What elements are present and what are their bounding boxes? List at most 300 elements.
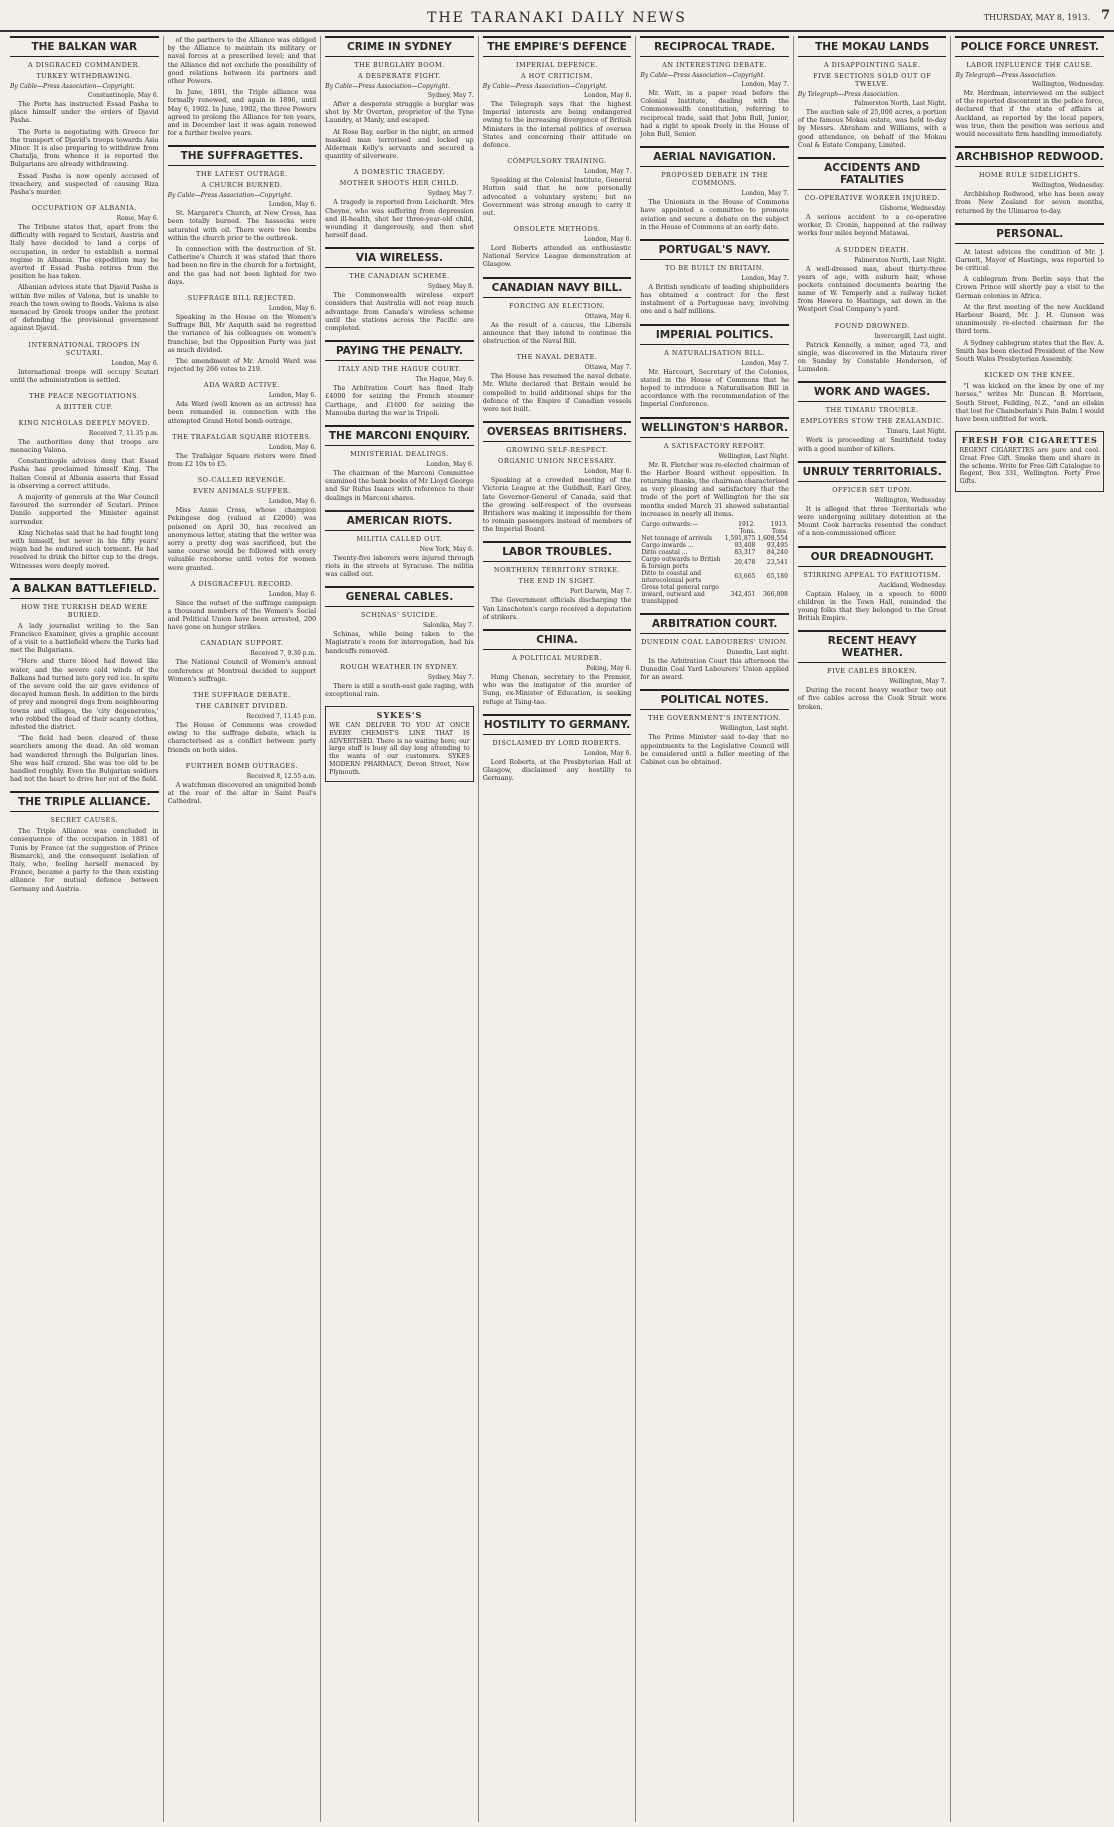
column-5 — [636, 36, 794, 1822]
article-body — [483, 758, 632, 783]
cargo-cell: 84,240 — [766, 548, 788, 556]
paragraph: In the Arbitration Court this afternoon the Dunedin Coal Yard Labourers' Union applied for an award. — [640, 656, 789, 682]
article-subheading: GROWING SELF-RESPECT. — [506, 446, 608, 455]
article — [955, 431, 1104, 492]
article — [483, 277, 632, 346]
article — [10, 578, 159, 784]
cargo-row — [640, 570, 789, 584]
cargo-table — [640, 521, 789, 605]
article-dateline: Gisborne, Wednesday. — [879, 204, 947, 212]
article-headline: THE SUFFRAGETTES. — [168, 145, 317, 166]
ad-body: REGENT CIGARETTES are pure and cool. Great Free Gift. Smoke them and share in the scheme. Write for Free Gift Catalogue to Regent, Box 331, Wellington. Forty Free Gifts. — [959, 447, 1101, 486]
masthead — [0, 10, 1114, 32]
article-subheading: A SUDDEN DEATH. — [835, 245, 909, 254]
paragraph: "The field had been cleared of these searchers among the dead. An old woman had wandered through the Bulgarian lines. She was half crazed. She was too old to be handled roughly. Even the Bulgarian soldiers had not the heart to drive her out of the field. — [10, 734, 159, 784]
article-subheading: ROUGH WEATHER IN SYDNEY. — [340, 662, 459, 671]
paragraph: At latest advices the condition of Mr. J. Garnett, Mayor of Hastings, was reported to be critical. — [955, 247, 1105, 273]
article-body — [10, 100, 159, 196]
article-subheading: SUFFRAGE BILL REJECTED. — [187, 293, 296, 302]
article — [325, 168, 474, 239]
paragraph: Miss Annie Cross, whose champion Pekingese dog (valued at £2000) was poisoned on April 30, has received an anonymous letter, stating that the writer was sorry a pretty dog was sacrificed, but the same course would be followed with every valuable racehorse until votes for women were granted. — [167, 506, 317, 572]
article-subheading: HOME RULE SIDELIGHTS. — [978, 171, 1081, 180]
article — [168, 433, 317, 468]
article — [798, 461, 947, 538]
cargo-units-row — [640, 528, 789, 535]
article-subheading: LABOR INFLUENCE THE CAUSE. — [966, 61, 1094, 69]
article-body — [640, 283, 789, 316]
article-body — [168, 721, 317, 754]
article-dateline: London, May 6. — [268, 443, 317, 451]
article — [325, 425, 474, 502]
article-subheading: OBSOLETE METHODS. — [513, 225, 601, 234]
article-subheading: FIVE SECTIONS SOLD OUT OF TWELVE. — [813, 72, 932, 88]
article-byline: By Telegraph—Press Association. — [955, 72, 1057, 79]
article-byline: By Cable—Press Association—Copyright. — [167, 192, 293, 200]
paragraph: Twenty-five laborers were injured through riots in the streets at Syracuse. The militia was called out. — [325, 553, 474, 579]
article — [640, 613, 789, 682]
article-subheading: THE GOVERNMENT'S INTENTION. — [648, 714, 782, 723]
article-body — [798, 341, 947, 374]
article-body — [325, 469, 474, 502]
article-body — [168, 400, 317, 425]
article-body — [168, 313, 317, 373]
article-body — [640, 89, 789, 138]
cargo-cell: Net tonnage of arrivals — [641, 534, 712, 542]
article — [798, 381, 947, 452]
article-subheading: A SATISFACTORY REPORT. — [663, 441, 766, 450]
article — [483, 714, 632, 783]
article-body — [325, 100, 474, 160]
article — [325, 36, 474, 160]
article-headline: ARCHBISHOP REDWOOD. — [955, 146, 1104, 167]
article-dateline: New York, May 6. — [419, 545, 474, 553]
article-headline: A BALKAN BATTLEFIELD. — [10, 578, 159, 599]
cargo-cell: 63,665 — [734, 573, 756, 581]
article-dateline: London, May 6. — [268, 498, 317, 506]
article-body — [168, 506, 317, 572]
article-subheading: A DISGRACEFUL RECORD. — [190, 579, 293, 588]
article-headline: POLITICAL NOTES. — [640, 689, 789, 710]
article-body — [325, 630, 474, 655]
article-dateline: Received 8, 12.55 a.m. — [246, 772, 317, 780]
cargo-unit — [640, 528, 723, 535]
article — [325, 510, 474, 579]
article-byline: By Cable—Press Association—Copyright. — [10, 83, 135, 90]
cargo-cell: 65,180 — [766, 573, 788, 581]
paragraph: The Telegraph says that the highest Imperial interests are being endangered owing to the increasing divergence of British Ministers in the internal politics of oversea States and concerning their attitude on defence. — [482, 100, 632, 149]
article — [798, 322, 947, 374]
article — [168, 36, 317, 137]
article-subheading: SECRET CAUSES. — [50, 816, 119, 825]
cargo-cell: Cargo outwards to British & foreign ports — [641, 555, 721, 570]
article-body — [325, 384, 474, 417]
article-body — [798, 590, 947, 623]
paragraph: "Here and there blood had flowed like water, and the severe cold winds of the Balkans had turned into gory red ice. In spite of the severe cold the air gave evidence of decayed human flesh. In addition to the birds of prey and mongrel dogs from neighbouring towns and villages, the 'city degenerates,' who robbed the dead of their scanty clothes, infested the district. — [10, 657, 159, 731]
article-dateline: London, May 7. — [583, 168, 632, 176]
article-body — [483, 372, 632, 413]
article-body — [640, 198, 789, 231]
article-subheading: COMPULSORY TRAINING. — [507, 157, 607, 166]
article-body — [483, 596, 632, 621]
paragraph: Albanian advices state that Djavid Pasha is within five miles of Valona, but is unable to reach the town owing to floods. Valona is also menaced by Greek troops under the pretext of defending the provisional government against Djavid. — [10, 283, 159, 333]
article-dateline: Palmerston North, Last Night. — [854, 100, 947, 107]
article — [168, 580, 317, 632]
article-dateline: Sydney, May 7. — [427, 190, 474, 198]
paragraph: St. Margaret's Church, at New Cross, has been totally burned. The hassocks were saturated with oil. There were two bombs within the church prior to the outbreak. — [167, 209, 317, 242]
article-subheading: FOUND DROWNED. — [834, 321, 910, 330]
paragraph: A watchman discovered an unignited bomb at the rear of the altar in Saint Paul's Cathedral. — [167, 780, 317, 806]
paragraph: "I was kicked on the knee by one of my horses," writes Mr. Duncan B. Morrison, South Street, Feilding, N.Z., "and an oilskin that lost for Chamberlain's Pain Balm I would have been unfitted for work. — [955, 382, 1105, 423]
article-headline: ACCIDENTS AND FATALITIES — [798, 157, 947, 190]
paragraph: A tragedy is reported from Leichardt. Mrs Cheyne, who was suffering from depression and ill-health, shot her three-year-old child, wounding it dangerously, and then shot herself dead. — [325, 198, 474, 240]
article-subheading: OCCUPATION OF ALBANIA. — [31, 204, 137, 213]
article-subheading: NORTHERN TERRITORY STRIKE. — [493, 566, 621, 575]
article — [640, 36, 789, 138]
paragraph: At the first meeting of the new Auckland Harbour Board, Mr. J. H. Gunson was unanimously re-elected chairman for the third term. — [955, 302, 1105, 336]
article-dateline: Wellington, Wednesday. — [874, 496, 947, 504]
article-subheading: SO-CALLED REVENGE. — [197, 476, 287, 485]
article-dateline: Received 7, 11.45 p.m. — [246, 713, 317, 720]
article — [483, 629, 632, 706]
article-body — [168, 658, 317, 683]
article-subheading: A BITTER CUP. — [55, 402, 113, 411]
article-body — [10, 622, 159, 784]
paragraph: In June, 1891, the Triple alliance was formally renewed, and again in 1896, until May 6, 1902. In June, 1902, the three Powers agreed to prolong the Alliance for ten years, and in December last it was again renewed for a further twelve years. — [167, 88, 317, 138]
article — [483, 36, 632, 149]
cargo-header-row — [640, 521, 789, 528]
article-headline: VIA WIRELESS. — [325, 247, 474, 268]
cargo-cell: 366,808 — [763, 590, 788, 598]
article-headline: AERIAL NAVIGATION. — [640, 146, 789, 167]
article-body — [798, 265, 947, 314]
article-dateline: Wellington, Last night. — [719, 725, 789, 733]
article-subheading: ITALY AND THE HAGUE COURT. — [338, 365, 461, 374]
ad-title: SYKES'S — [376, 710, 423, 721]
article-dateline: Rome, May 6. — [116, 215, 159, 223]
article-headline: RECENT HEAVY WEATHER. — [798, 630, 947, 663]
article — [168, 691, 317, 754]
paragraph: The amendment of Mr. Arnold Ward was rejected by 266 votes to 219. — [167, 356, 317, 374]
cargo-row — [640, 542, 789, 549]
cargo-cell: 20,478 — [734, 559, 756, 567]
article-byline: By Telegraph—Press Association. — [797, 91, 900, 98]
paragraph: The National Council of Women's annual conference at Montreal decided to support Women's suffrage. — [167, 658, 317, 683]
article-headline: IMPERIAL POLITICS. — [640, 324, 789, 345]
article — [640, 146, 789, 231]
article — [955, 146, 1104, 215]
article-subheading: AN INTERESTING DEBATE. — [662, 61, 768, 69]
article — [325, 340, 474, 417]
article-body — [325, 198, 474, 239]
article — [10, 791, 159, 893]
paragraph: As the result of a caucus, the Liberals announce that they intend to continue the obstruction of the Naval Bill. — [482, 320, 632, 345]
article-dateline: Timaru, Last Night. — [886, 428, 947, 436]
paragraph: The authorities deny that troops are menacing Valona. — [10, 437, 159, 455]
article-dateline: London, May 6. — [111, 359, 159, 367]
article-subheading: A DOMESTIC TRAGEDY. — [353, 168, 446, 177]
article-subheading: THE SUFFRAGE DEBATE. — [193, 691, 291, 699]
article — [168, 762, 317, 806]
article-headline: THE MARCONI ENQUIRY. — [325, 425, 474, 446]
article-subheading: THE PEACE NEGOTIATIONS. — [29, 391, 140, 400]
ad-title: FRESH FOR CIGARETTES — [961, 435, 1098, 446]
article-subheading: KICKED ON THE KNEE. — [984, 371, 1076, 380]
article — [483, 421, 632, 533]
article-subheading: ADA WARD ACTIVE. — [203, 381, 280, 390]
cargo-cell: Ditto to coastal and interocolonial ports — [641, 569, 702, 584]
article-subheading: HOW THE TURKISH DEAD WERE BURIED. — [21, 602, 148, 619]
paragraph: Since the outset of the suffrage campaign a thousand members of the Women's Social and Political Union have been arrested, 200 have gone on hunger strikes. — [167, 598, 317, 632]
article-body — [483, 673, 632, 706]
article-body — [798, 505, 947, 538]
article-subheading: TO BE BUILT IN BRITAIN. — [665, 263, 765, 272]
newspaper-title: THE TARANAKI DAILY NEWS — [427, 10, 687, 26]
article-headline: UNRULY TERRITORIALS. — [798, 461, 947, 482]
paragraph: It is alleged that three Territorials who were undergoing military detention at the Mount Cook barracks resented the conduct of a non-commissioned officer. — [797, 504, 947, 538]
article-subheading: SCHINAS' SUICIDE. — [360, 611, 438, 620]
paragraph: At Rose Bay, earlier in the night, an armed masked man terrorised and locked up Alderman Kelly's servants and secured a quantity of silverware. — [325, 127, 474, 161]
paragraph: Ada Ward (well known as an actress) has been remanded in connection with the attempted Grand Hotel bomb outrage. — [167, 400, 317, 425]
paragraph: A Sydney cablegram states that the Rev. A. Smith has been elected President of the New South Wales Presbyterian Assembly. — [955, 338, 1105, 363]
article-headline: THE MOKAU LANDS — [798, 36, 947, 57]
article-subheading: CANADIAN SUPPORT. — [200, 639, 284, 648]
article-body — [168, 452, 317, 468]
article-dateline: Wellington, May 7. — [889, 678, 947, 686]
paragraph: Mr. Watt, in a paper read before the Colonial Institute, dealing with the Commonwealth constitution, referring to reciprocal trade, said that John Bull, Junior, had a right to speak freely in the House of John Bull, Senior. — [640, 89, 789, 138]
article-dateline: London, May 6. — [268, 392, 317, 400]
article-headline: HOSTILITY TO GERMANY. — [483, 714, 632, 735]
cargo-cell: 93,408 — [734, 541, 756, 549]
article-body — [798, 213, 947, 238]
article-dateline: London, May 6. — [426, 460, 474, 468]
article-dateline: The Hague, May 6. — [415, 376, 474, 384]
cargo-row — [640, 549, 789, 556]
article-subheading: THE NAVAL DEBATE. — [516, 353, 598, 362]
article-dateline: Constantinople, May 6. — [87, 92, 159, 99]
paragraph: A cablegram from Berlin says that the Crown Prince will shortly pay a visit to the German colonies in Africa. — [955, 275, 1105, 300]
paragraph: There is still a south-east gale raging, with exceptional rain. — [325, 681, 474, 698]
article-subheading: A DISGRACED COMMANDER. — [27, 61, 141, 69]
article-headline: WELLINGTON'S HARBOR. — [640, 417, 789, 438]
paragraph: Mr. R. Fletcher was re-elected chairman of the Harbor Board without opposition. In returning thanks, the chairman characterised as very pleasing and satisfactory that the trade of the port of Wellington for the six months ended March 31 showed substantial increases in nearly all items. — [640, 460, 789, 518]
article — [955, 36, 1104, 138]
article-dateline: Sydney, May 8. — [427, 283, 474, 291]
paragraph: Speaking at the Colonial Institute, General Hutton said that he now personally advocated a voluntary system; but no Government was strong enough to carry it out. — [482, 176, 632, 217]
paragraph: Patrick Kennelly, a miner, aged 73, and single, was discovered in the Mataura river on Sunday by Constable Henderson, of Lumsden. — [797, 340, 947, 374]
article-subheading: FIVE CABLES BROKEN. — [827, 667, 918, 676]
paragraph: Hung Chenan, secretary to the Premier, who was the instigator of the murder of Sung, ex-Minister of Education, is seeking refuge at Tsing-tao. — [482, 673, 632, 706]
paragraph: The Triple Alliance was concluded in consequence of the occupation in 1881 of Tunis by France (at the suggestion of Prince Bismarck), and the consequent isolation of Italy, who, feeling herself menaced by France, became a party to the then existing alliance for mutual defence between Germany and Austria. — [10, 827, 159, 893]
article — [325, 586, 474, 655]
article-dateline: Invercargill, Last night. — [874, 332, 947, 340]
article — [483, 353, 632, 413]
paragraph: Essad Pasha is now openly accused of treachery, and suspected of causing Riza Pasha's murder. — [10, 171, 159, 196]
article-subheading: FURTHER BOMB OUTRAGES. — [185, 761, 298, 770]
article-body — [798, 686, 947, 711]
cargo-cell: 83,317 — [734, 548, 756, 556]
article-subheading: DISCLAIMED BY LORD ROBERTS. — [492, 738, 622, 747]
article-subheading: IMPERIAL DEFENCE. — [515, 61, 599, 69]
paragraph: The Arbitration Court has fined Italy £4000 for seizing the French steamer Carthage, and £1600 for seizing the Manouba during the war in Tripoli. — [325, 384, 474, 417]
column-6 — [794, 36, 952, 1822]
article-subheading: INTERNATIONAL TROOPS IN SCUTARI. — [28, 340, 141, 357]
cargo-unit: Tons. — [739, 527, 756, 535]
article — [798, 630, 947, 711]
article-subheading: THE CABINET DIVIDED. — [195, 702, 289, 710]
paragraph: of the partners to the Alliance was obliged by the Alliance to maintain its military or naval forces at a prescribed level; and that the Alliance did not exclude the possibility of good relations between its partners and other Powers. — [167, 36, 317, 85]
paragraph: A lady journalist writing to the San Francisco Examiner, gives a graphic account of a visit to a battlefield where the Turks had met the Bulgarians. — [10, 621, 159, 655]
article-body — [798, 436, 947, 452]
article-body — [325, 291, 474, 332]
paragraph: Lord Roberts attended an enthusiastic National Service League demonstration at Glasgow. — [482, 244, 632, 269]
article — [955, 223, 1104, 363]
article-subheading: A POLITICAL MURDER. — [512, 654, 602, 662]
cargo-header: 1912. — [738, 520, 756, 528]
article-body — [483, 476, 632, 533]
column-3 — [321, 36, 479, 1822]
article-dateline: London, May 7. — [741, 359, 789, 367]
article-body — [325, 554, 474, 579]
column-2 — [164, 36, 322, 1822]
article-dateline: Palmerston North, Last Night. — [854, 256, 947, 264]
paragraph: The Prime Minister said to-day that no appointments to the Legislative Council will be considered until a fuller meeting of the Cabinet can be obtained. — [640, 733, 789, 766]
article-body — [640, 657, 789, 682]
paragraph: The chairman of the Marconi Committee examined the bank books of Mr Lloyd George and Sir Rufus Isaacs with reference to their dealings in Marconi shares. — [325, 468, 474, 502]
article-headline: WORK AND WAGES. — [798, 381, 947, 402]
article-body — [168, 781, 317, 806]
article-body — [640, 461, 789, 518]
article-dateline: London, May 6. — [583, 92, 632, 99]
article-headline: PORTUGAL'S NAVY. — [640, 239, 789, 260]
article-headline: PAYING THE PENALTY. — [325, 340, 474, 361]
article-dateline: Dunedin, Last night. — [726, 648, 789, 656]
article-subheading: KING NICHOLAS DEEPLY MOVED. — [18, 418, 150, 427]
article-body — [798, 108, 947, 149]
paragraph: The Commonwealth wireless expert considers that Australia will not reap much advantage from Canada's wireless scheme until the stations across the Pacific are completed. — [325, 291, 474, 332]
article-subheading: MINISTERIAL DEALINGS. — [350, 449, 449, 458]
article-body — [483, 176, 632, 217]
paragraph: A British syndicate of leading shipbuilders has obtained a contract for the first instalment of a Portuguese navy, involving one and a half millions. — [640, 282, 789, 316]
article — [168, 639, 317, 683]
article — [640, 324, 789, 409]
ad-body: WE CAN DELIVER TO YOU AT ONCE EVERY CHEMIST'S LINE THAT IS ADVERTISED. There is no waiting here; our large staff is busy all day long attending to the wants of our customers. SYKES MODERN PHARMACY, Devon Street, New Plymouth. — [329, 722, 470, 776]
article-headline: LABOR TROUBLES. — [483, 541, 632, 562]
article-headline: RECIPROCAL TRADE. — [640, 36, 789, 57]
paragraph: A serious accident to a co-operative worker, D. Cronin, happened at the railway works four miles beyond Matawai. — [797, 212, 947, 238]
article-body — [325, 682, 474, 698]
article-byline: By Cable—Press Association—Copyright. — [482, 83, 608, 90]
article-body — [955, 190, 1104, 215]
column-4 — [479, 36, 637, 1822]
article — [640, 239, 789, 316]
cargo-cell: 23,541 — [766, 559, 788, 567]
paragraph: Speaking at a crowded meeting of the Victoria League at the Guildhall, Earl Grey, late Governor-General of Canada, said that the growing self-respect of the overseas Britishers was making it impossible for them to remain passengers instead of members of the Imperial Board. — [482, 476, 632, 534]
paragraph: King Nicholas said that he had fought long with himself, but never in his fifty years' reign had he endured such torment. He had resolved to drink the bitter cup to the dregs. Witnesses were deeply moved. — [10, 528, 159, 570]
columns-container — [6, 36, 1108, 1822]
article-body — [955, 382, 1104, 423]
article-headline: GENERAL CABLES. — [325, 586, 474, 607]
article-body — [168, 599, 317, 632]
article-body — [10, 223, 159, 332]
article-headline: THE EMPIRE'S DEFENCE — [483, 36, 632, 57]
paragraph: Mr. Herdman, interviewed on the subject of the reported discontent in the police force, declared that if the state of affairs at Auckland, as reported by the local papers, was true, then the position was serious and would necessitate firm handling immediately. — [955, 89, 1105, 138]
article-subheading: THE TIMARU TROUBLE. — [825, 406, 919, 415]
article — [10, 341, 159, 384]
sykes-advertisement — [325, 706, 474, 782]
cargo-cell: 1,591,875 — [724, 534, 756, 542]
article-subheading: A DISAPPOINTING SALE. — [823, 61, 921, 69]
paragraph: A majority of generals at the War Council favoured the surrender of Scutari. Prince Danilo supported the Minister against surrender. — [10, 493, 159, 526]
paragraph: In connection with the destruction of St. Catherine's Church it was stated that there had been no fire in the church for a fortnight, and the gas had not been lighted for two days. — [167, 245, 317, 286]
paragraph: The Government officials discharging the Van Linschoten's cargo received a deputation of strikers. — [482, 596, 632, 621]
paragraph: The House of Commons was crowded owing to the suffrage debate, which is characterised as a conflict between party friends on both sides. — [167, 721, 317, 754]
article-subheading: A NATURALISATION BILL. — [664, 348, 766, 357]
article-body — [10, 368, 159, 384]
paragraph: Constantinople advices deny that Essad Pasha has proclaimed himself King. The Italian Consul at Albania asserts that Essad is observing a correct attitude. — [10, 457, 159, 490]
article-subheading: THE BURGLARY BOOM. — [354, 61, 445, 69]
paragraph: A well-dressed man, about thirty-three years of age, with auburn hair, whose pockets contained documents bearing the name of W. Temperly and a railway ticket from Hawera to Hastings, sat down in the Westport Coal Company's yard. — [797, 264, 947, 314]
cargo-cell: 1,608,554 — [757, 534, 788, 542]
article — [325, 247, 474, 332]
article-headline: OUR DREADNOUGHT. — [798, 546, 947, 567]
article — [483, 225, 632, 269]
article-subheading: THE END IN SIGHT. — [518, 577, 596, 586]
paragraph: The Trafalgar Square rioters were fined from £2 10s to £5. — [167, 451, 317, 468]
article-dateline: London, May 7. — [741, 81, 789, 88]
paragraph: The auction sale of 25,000 acres, a portion of the famous Mokau estate, was held to-day by Messrs. Abraham and Williams, with a good attendance, on behalf of the Mokau Coal & Estate Company, Limited. — [797, 108, 947, 149]
paragraph: International troops will occupy Scutari until the administration is settled. — [10, 367, 159, 384]
article-subheading: PROPOSED DEBATE IN THE COMMONS. — [661, 171, 769, 188]
cargo-row — [640, 535, 789, 542]
article-dateline: London, May 7. — [741, 190, 789, 198]
article-headline: CHINA. — [483, 629, 632, 650]
article-subheading: THE TRAFALGAR SQUARE RIOTERS. — [172, 432, 312, 441]
article-byline: By Cable—Press Association—Copyright. — [325, 83, 450, 90]
article-headline: CRIME IN SYDNEY — [325, 36, 474, 57]
article-dateline: London, May 6. — [268, 590, 317, 598]
article — [798, 36, 947, 149]
article-dateline: Ottawa, May 6. — [584, 312, 632, 320]
article-subheading: THE CANADIAN SCHEME. — [349, 272, 450, 281]
article — [798, 157, 947, 238]
article-dateline: Sydney, May 7. — [427, 92, 474, 99]
paragraph: The House has resumed the naval debate. Mr. White declared that Britain would be compelled to build additional ships for the defence of the Empire if Canadian vessels were not built. — [482, 372, 632, 413]
article-subheading: STIRRING APPEAL TO PATRIOTISM. — [803, 570, 942, 579]
article-dateline: Auckland, Wednesday. — [878, 581, 947, 589]
article — [640, 689, 789, 766]
article-body — [168, 36, 317, 137]
article-headline: ARBITRATION COURT. — [640, 613, 789, 634]
cargo-row — [640, 584, 789, 605]
article-dateline: London, May 6. — [583, 468, 632, 476]
paragraph: Work is proceeding at Smithfield today with a good number of killers. — [797, 436, 947, 453]
cargo-header: 1913. — [770, 520, 788, 528]
article — [168, 476, 317, 572]
article-dateline: London, May 6. — [583, 236, 632, 244]
article-dateline: Wellington, Wednesday. — [1032, 81, 1105, 88]
article-subheading: DUNEDIN COAL LABOURERS' UNION. — [641, 637, 789, 646]
article-dateline: Port Darwin, May 7. — [569, 588, 632, 596]
paragraph: The Porte has instructed Essad Pasha to place himself under the orders of Djavid Pasha. — [10, 100, 159, 125]
article — [483, 157, 632, 217]
article — [10, 392, 159, 411]
article-body — [640, 368, 789, 409]
article-body — [955, 248, 1104, 363]
paragraph: During the recent heavy weather two out of five cables across the Cook Strait were broken. — [797, 686, 947, 711]
article — [168, 294, 317, 373]
article-subheading: FORCING AN ELECTION. — [509, 301, 606, 310]
cargo-header: Cargo outwards:— — [641, 520, 699, 528]
